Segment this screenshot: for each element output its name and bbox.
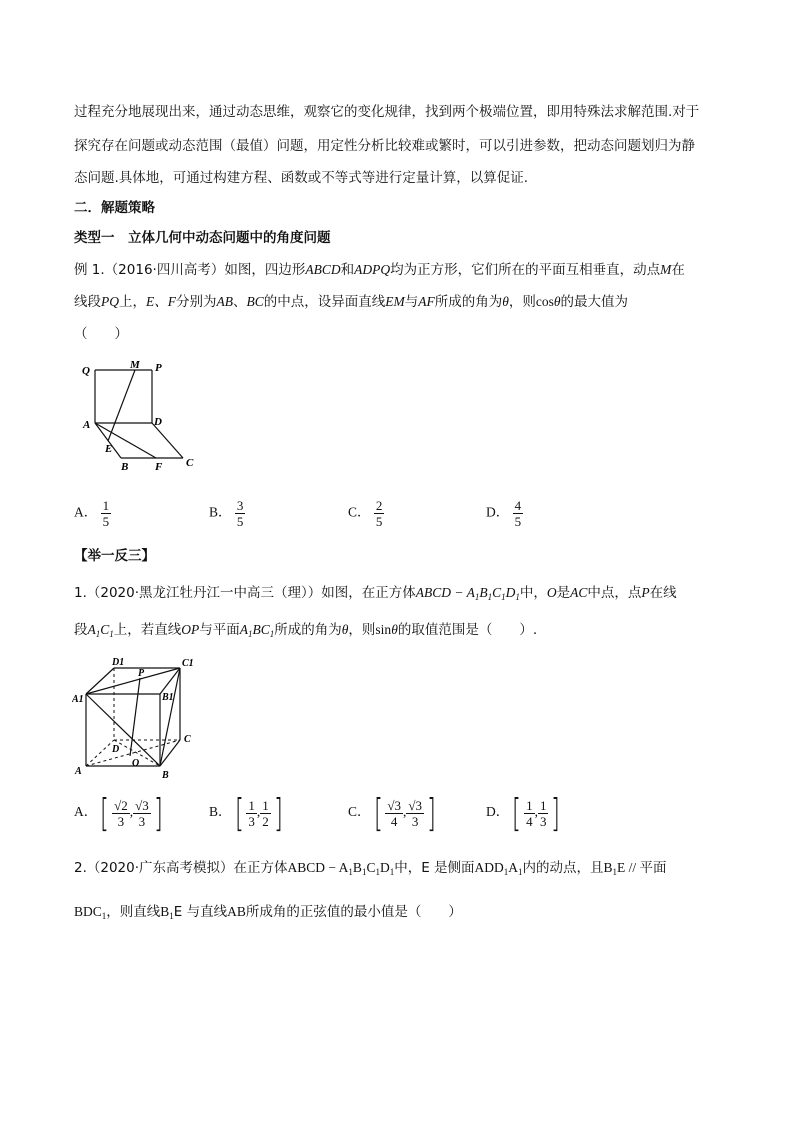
points-ef: E、F — [146, 294, 176, 309]
segment-ac: AC — [570, 585, 588, 600]
diag-c1b — [160, 668, 180, 766]
right-bracket: ] — [273, 791, 283, 835]
fraction-low — [246, 798, 257, 829]
example1-prefix: 例 1.（2016·四川高考）如图，四边形 — [74, 262, 306, 278]
problem1-l2-d: ，则 — [348, 622, 376, 638]
option-letter: D． — [486, 504, 510, 520]
label-e: E — [105, 443, 113, 455]
example1-l2-a: 上， — [119, 294, 146, 310]
numerator: √3 — [135, 797, 149, 813]
problem1-l2-c: 所成的角为 — [274, 622, 342, 638]
example1-l2-pre: 线段 — [74, 294, 101, 310]
denominator: 5 — [102, 514, 110, 529]
option-letter: C． — [348, 504, 371, 520]
and-text: 和 — [340, 262, 355, 278]
is-text: 是 — [556, 585, 571, 601]
label-a1: A1 — [72, 694, 84, 705]
a-letter: A — [87, 622, 96, 637]
numerator: 1 — [526, 797, 533, 813]
option-letter: A． — [74, 804, 98, 820]
problem1-mid: 中， — [519, 585, 547, 601]
figure-square-planes — [80, 356, 210, 476]
theta-symbol: θ — [502, 294, 509, 309]
diag-a1b — [86, 694, 160, 766]
denominator: 5 — [236, 514, 244, 529]
label-a: A — [75, 766, 82, 777]
problem1-option-a[interactable]: A．[ $\frac{√2}{3}$ , $\frac{√3}{3}$ ] — [74, 791, 163, 835]
numerator: 4 — [514, 498, 522, 513]
c-letter: C — [492, 585, 502, 600]
d-letter: D — [379, 860, 390, 875]
left-bracket: [ — [512, 791, 522, 835]
problem2-l2-b: ，则直线 — [106, 904, 161, 920]
sub-1f: 1 — [109, 629, 114, 639]
square-adpq: ADPQ — [354, 262, 391, 277]
fraction-low — [524, 798, 535, 829]
segment-ab-2: AB — [227, 904, 246, 919]
label-b: B — [121, 461, 129, 473]
left-bracket: [ — [100, 791, 110, 835]
numerator: 1 — [102, 498, 110, 513]
numerator: 1 — [262, 797, 269, 813]
label-o: O — [132, 758, 140, 769]
example1-l2-e: ，则 — [508, 294, 536, 310]
label-p: P — [155, 362, 162, 374]
fraction-high — [406, 798, 424, 829]
fraction — [101, 498, 112, 529]
denominator: 5 — [514, 514, 522, 529]
problem1-l2-e: 的取值范围是（ ）. — [397, 622, 538, 638]
plane-bdc1: BDC — [74, 904, 102, 919]
fraction-high — [538, 798, 549, 829]
example1-line-1 — [74, 260, 685, 280]
problem1-prefix: 1.（2020·黑龙江牡丹江一中高三（理））如图，在正方体 — [74, 585, 416, 601]
denominator: 2 — [262, 813, 269, 829]
problem1-line-2 — [74, 620, 537, 644]
sub-1: 1 — [474, 592, 480, 602]
label-q: Q — [82, 365, 90, 377]
fraction-high — [260, 798, 271, 829]
denominator: 3 — [117, 813, 125, 829]
problem1-tail: 在线 — [649, 585, 677, 601]
a-letter-2: A — [239, 622, 249, 637]
example1-line-2 — [74, 292, 628, 312]
segment-pq: PQ — [101, 294, 119, 309]
practice-heading: 【举一反三】 — [74, 548, 155, 564]
line-em: EM — [385, 294, 405, 309]
c-letter: C — [366, 860, 376, 875]
problem1-option-b[interactable]: B．[ $\frac{1}{3}$ , $\frac{1}{2}$ ] — [209, 791, 283, 835]
fraction — [513, 498, 524, 529]
c-letter-2: C — [100, 622, 110, 637]
cube-abcd: ABCD − A — [415, 585, 475, 600]
b1-letter: B — [603, 860, 613, 875]
denominator: 3 — [539, 813, 547, 829]
problem1-l2-a: 上，若直线 — [113, 622, 182, 638]
theta-symbol-2: θ — [553, 294, 561, 309]
bc-letters: BC — [252, 622, 270, 637]
fraction-high — [133, 798, 151, 829]
label-b1: B1 — [162, 692, 174, 703]
sub-1: 1 — [348, 867, 353, 877]
problem1-l2-b: 与平面 — [199, 622, 240, 638]
problem1-mid2: 中点，点 — [587, 585, 642, 601]
with-text: 与 — [404, 294, 419, 310]
theta-symbol-4: θ — [391, 622, 398, 637]
label-c: C — [186, 457, 194, 469]
option-letter: A． — [74, 504, 98, 520]
square-abcd: ABCD — [305, 262, 341, 277]
numerator: 1 — [248, 797, 255, 813]
sub-1: 1 — [612, 867, 618, 877]
problem2-prefix: 2.（2020·广东高考模拟）在正方体 — [74, 860, 288, 876]
face-add1a1: ADD — [474, 860, 504, 875]
sub-1e: 1 — [95, 629, 101, 639]
sub-1: 1 — [375, 867, 380, 877]
label-c1: C1 — [182, 658, 194, 669]
sin-func: sin — [375, 622, 392, 637]
sub-1: 1 — [503, 867, 509, 877]
problem2-l2-d: 所成角的正弦值的最小值是（ ） — [245, 904, 462, 920]
line-af: AF — [418, 294, 435, 309]
example1-option-d[interactable] — [486, 498, 523, 529]
problem2-line-2 — [74, 902, 462, 926]
numerator: 1 — [539, 797, 547, 813]
point-m: M — [660, 262, 672, 277]
d-letter: D — [505, 585, 516, 600]
problem2-l2-c: E 与直线 — [173, 904, 228, 920]
sub-1: 1 — [361, 867, 367, 877]
intro-line-1: 过程充分地展现出来，通过动态思维，观察它的变化规律，找到两个极端位置，即用特殊法求解范围.对于 — [74, 104, 700, 120]
label-d: D — [154, 416, 162, 428]
cube-abcd-2: ABCD − A — [287, 860, 349, 875]
separator: 、 — [233, 294, 247, 310]
intro-line-2: 探究存在问题或动态范围（最值）问题，用定性分析比较难或繁时，可以引进参数，把动态问题划归为静 — [74, 138, 695, 154]
fraction-low — [112, 798, 130, 829]
theta-symbol-3: θ — [341, 622, 349, 637]
example1-tail: 在 — [671, 262, 685, 278]
sub-1: 1 — [518, 867, 523, 877]
point-p: P — [641, 585, 650, 600]
right-bracket: ] — [551, 791, 561, 835]
segment-ab: AB — [216, 294, 233, 309]
problem2-line-1 — [74, 858, 667, 882]
sub-1b: 1 — [487, 592, 493, 602]
label-d: D — [112, 744, 120, 755]
label-c: C — [184, 734, 191, 745]
section-heading: 二．解题策略 — [74, 200, 155, 216]
label-d1: D1 — [112, 657, 125, 668]
example1-l2-f: 的最大值为 — [560, 294, 629, 310]
left-bracket: [ — [373, 791, 383, 835]
b-letter: B — [352, 860, 362, 875]
problem1-line-1 — [74, 583, 677, 607]
right-bracket: ] — [153, 791, 163, 835]
sub-1: 1 — [101, 911, 107, 921]
option-letter: B． — [209, 804, 232, 820]
denominator: 3 — [248, 813, 255, 829]
fraction-low — [385, 798, 403, 829]
parallel-text: E // 平面 — [617, 860, 667, 875]
sub-1h: 1 — [269, 629, 275, 639]
denominator: 3 — [138, 813, 146, 829]
problem2-mid2: 内的动点，且 — [522, 860, 604, 876]
numerator: √2 — [114, 797, 128, 813]
intro-line-3: 态问题.具体地，可通过构建方程、函数或不等式等进行定量计算，以算促证. — [74, 170, 529, 186]
sub-1: 1 — [389, 867, 395, 877]
numerator: 2 — [375, 498, 383, 513]
b-letter: B — [479, 585, 488, 600]
label-m: M — [130, 359, 140, 371]
example1-option-b[interactable] — [209, 498, 245, 529]
sub-1d: 1 — [515, 592, 520, 602]
line-op: OP — [181, 622, 200, 637]
problem1-l2-pre: 段 — [74, 622, 88, 638]
segment-bc: BC — [246, 294, 264, 309]
denominator: 4 — [526, 813, 533, 829]
example1-l2-b: 分别为 — [176, 294, 217, 310]
label-a: A — [83, 419, 91, 431]
numerator: √3 — [387, 797, 401, 813]
example1-mid: 均为正方形，它们所在的平面互相垂直，动点 — [390, 262, 661, 278]
denominator: 4 — [390, 813, 398, 829]
sub-1: 1 — [169, 911, 174, 921]
denominator: 3 — [411, 813, 419, 829]
option-letter: B． — [209, 504, 232, 520]
segment-em-line — [108, 370, 135, 441]
problem2-mid: 中，E 是侧面 — [394, 860, 475, 876]
option-letter: D． — [486, 804, 510, 820]
example1-option-c[interactable] — [348, 498, 384, 529]
right-bracket: ] — [426, 791, 436, 835]
point-o: O — [546, 585, 557, 600]
denominator: 5 — [375, 514, 383, 529]
example1-l2-d: 所成的角为 — [434, 294, 503, 310]
fraction — [235, 498, 246, 529]
problem1-option-d[interactable]: D．[ $\frac{1}{4}$ , $\frac{1}{3}$ ] — [486, 791, 561, 835]
problem1-option-c[interactable]: C．[ $\frac{√3}{4}$ , $\frac{√3}{3}$ ] — [348, 791, 436, 835]
numerator: 3 — [236, 498, 244, 513]
sub-1c: 1 — [501, 592, 506, 602]
sub-1g: 1 — [248, 629, 253, 639]
example1-option-a[interactable] — [74, 498, 111, 529]
edge-dc — [152, 423, 183, 458]
fraction — [374, 498, 385, 529]
figure-cube — [72, 656, 212, 782]
example1-paren: （ ） — [74, 326, 128, 342]
label-p: P — [138, 668, 145, 679]
left-bracket: [ — [234, 791, 244, 835]
label-b: B — [162, 770, 169, 781]
type-heading: 类型一 立体几何中动态问题中的角度问题 — [74, 230, 331, 246]
example1-l2-c: 的中点，设异面直线 — [263, 294, 386, 310]
option-letter: C． — [348, 804, 371, 820]
cos-func: cos — [535, 294, 554, 309]
a-letter: A — [508, 860, 519, 875]
label-f: F — [155, 461, 163, 473]
numerator: √3 — [408, 797, 422, 813]
b1-letter-2: B — [160, 904, 170, 919]
